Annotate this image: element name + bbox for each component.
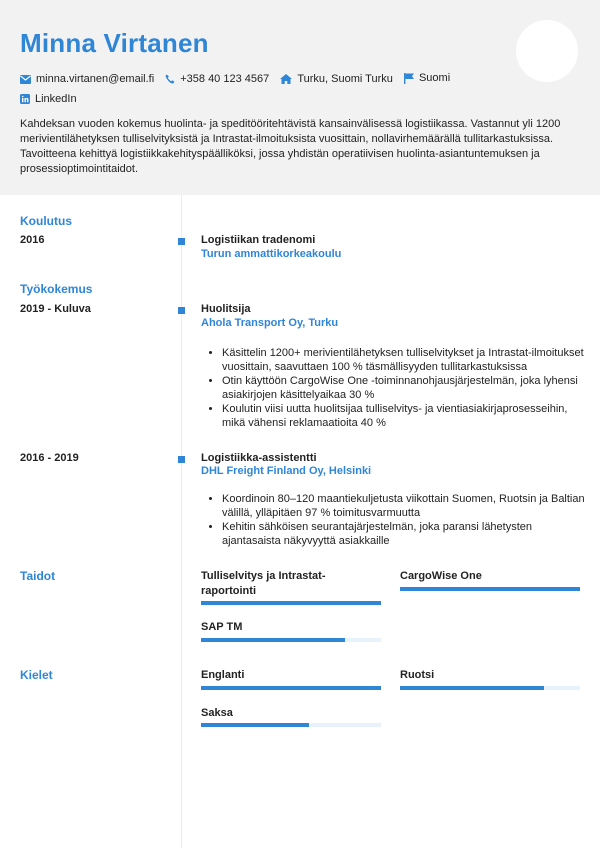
- contact-email[interactable]: [20, 70, 154, 88]
- language-level-fill: [400, 686, 544, 690]
- language-name: Saksa: [201, 707, 233, 719]
- experience-bullet: • Koulutin viisi uutta huolitsijaa tulliselvitys- ja vientiasiakirjaprosesseihin, mikä vähensi reklamaatioita 40 %: [222, 402, 592, 430]
- contact-phone-text: +358 40 123 4567: [180, 72, 270, 85]
- contact-email-text: minna.virtanen@email.fi: [36, 73, 155, 85]
- contact-info: [20, 69, 560, 110]
- skill-name: Tulliselvitys ja Intrastat-raportointi: [201, 570, 326, 597]
- skill-level-bar: [400, 587, 580, 591]
- contact-address-text: Turku, Suomi Turku: [297, 72, 393, 85]
- profile-summary: Kahdeksan vuoden kokemus huolinta- ja speditööritehtävistä kansainvälisessä logistiikassa. Vastannut yli 1200 merivientilähetyksen tulliselvityksistä ja Intrastat-ilmoituksista vuosittain, nollavirhemäärällä tullitarkastuksissa. Tavoitteena kehittyä logistiikkakehityspäälliköksi, jossa yhdistän operatiivisen huolinta-asiantuntemuksen ja prosessioptimointitaidot.: [20, 118, 561, 175]
- experience-bullet: • Koordinoin 80–120 maantiekuljetusta viikottain Suomen, Ruotsin ja Baltian välillä, ylläpitäen 97 % toimitusvarmuutta: [222, 492, 592, 520]
- contact-linkedin[interactable]: [20, 90, 77, 108]
- language-name: Englanti: [201, 669, 245, 681]
- experience-job-title: Huolitsija: [201, 303, 251, 315]
- contact-country: [404, 69, 450, 87]
- skill-level-bar: [201, 601, 381, 605]
- contact-address: [280, 70, 393, 88]
- language-level-fill: [201, 723, 309, 727]
- language-level-fill: [201, 686, 381, 690]
- section-title-languages: Kielet: [20, 668, 53, 682]
- experience-bullet: • Käsittelin 1200+ merivientilähetyksen tulliselvitykset ja Intrastat-ilmoitukset vuosittain, saavuttaen 100 % täsmällisyyden tullitarkastuksissa: [222, 346, 592, 374]
- timeline-marker: [178, 307, 185, 314]
- skill-name: SAP TM: [201, 621, 243, 633]
- education-degree: Logistiikan tradenomi: [201, 234, 316, 246]
- experience-bullets: [205, 346, 592, 430]
- experience-company: Ahola Transport Oy, Turku: [201, 317, 339, 329]
- header-band: [0, 0, 600, 195]
- flag-icon: [404, 73, 414, 84]
- candidate-name: Minna Virtanen: [20, 28, 209, 58]
- timeline-marker: [178, 456, 185, 463]
- language-level-bar: [400, 686, 580, 690]
- experience-date: 2016 - 2019: [20, 452, 79, 464]
- education-date: 2016: [20, 234, 45, 246]
- experience-date: 2019 - Kuluva: [20, 303, 91, 315]
- experience-bullet: • Otin käyttöön CargoWise One -toiminnanohjausjärjestelmän, joka lyhensi asiakirjojen käsittelyaikaa 30 %: [222, 374, 592, 402]
- skill-level-fill: [400, 587, 580, 591]
- education-school: Turun ammattikorkeakoulu: [201, 248, 342, 260]
- skill-level-fill: [201, 638, 345, 642]
- section-title-skills: Taidot: [20, 569, 56, 583]
- section-title-education: Koulutus: [20, 214, 72, 228]
- timeline-divider: [181, 195, 182, 848]
- experience-company: DHL Freight Finland Oy, Helsinki: [201, 465, 372, 477]
- contact-linkedin-text: LinkedIn: [35, 92, 77, 105]
- linkedin-icon: [20, 94, 30, 104]
- language-name: Ruotsi: [400, 669, 435, 681]
- skill-name: CargoWise One: [400, 570, 482, 582]
- experience-job-title: Logistiikka-assistentti: [201, 452, 317, 464]
- home-icon: [280, 74, 292, 84]
- phone-icon: [165, 74, 175, 84]
- experience-bullets: [205, 492, 592, 548]
- experience-bullet: • Kehitin sähköisen seurantajärjestelmän, joka paransi lähetysten ajantasaista näkyvyyttä asiakkaille: [222, 520, 592, 548]
- contact-country-text: Suomi: [418, 72, 451, 84]
- skill-level-fill: [201, 601, 381, 605]
- language-level-bar: [201, 686, 381, 690]
- skill-level-bar: [201, 638, 381, 642]
- section-title-experience: Työkokemus: [20, 282, 93, 296]
- timeline-marker: [178, 238, 185, 245]
- mail-icon: [20, 75, 31, 84]
- contact-phone[interactable]: [165, 70, 269, 88]
- language-level-bar: [201, 723, 381, 727]
